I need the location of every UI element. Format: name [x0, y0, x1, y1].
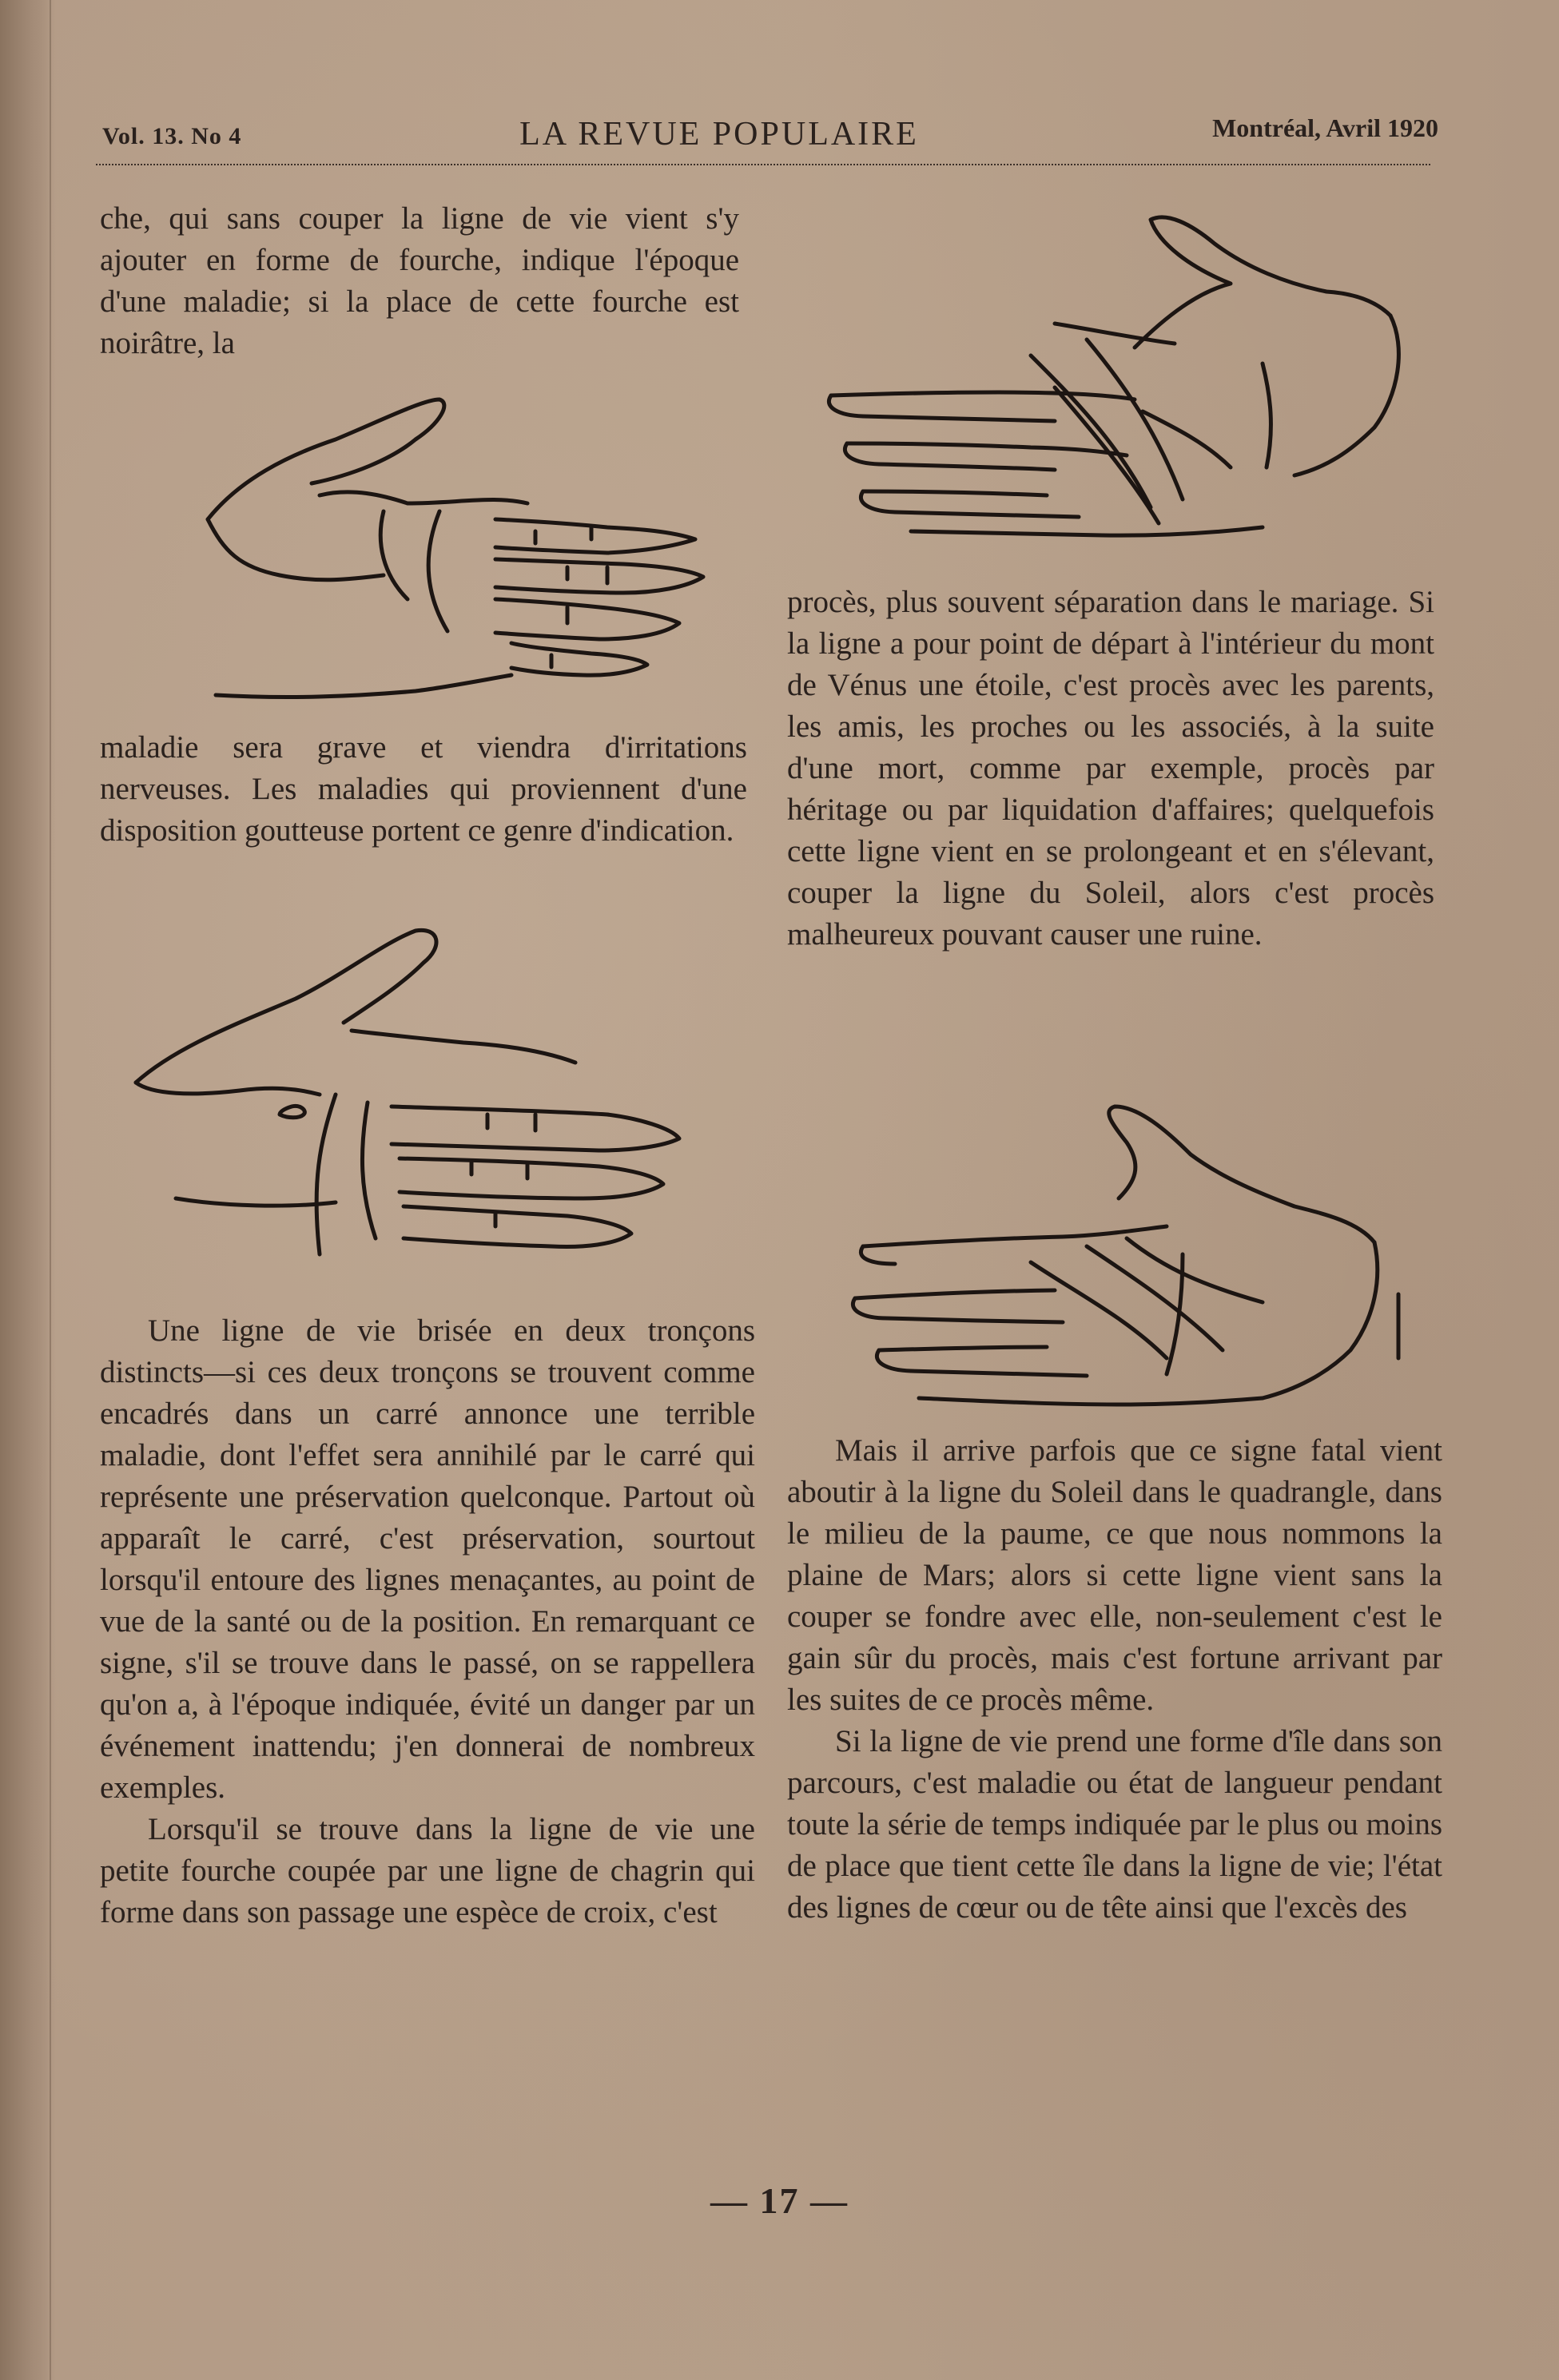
paragraph: maladie sera grave et viendra d'irritations nerveuses. Les maladies qui proviennent d'une disposition goutteuse portent ce genre d'indication.: [100, 730, 747, 848]
paragraph: procès, plus souvent séparation dans le mariage. Si la ligne a pour point de départ à l'intérieur du mont de Vénus une étoile, c'est procès avec les parents, les amis, les proches ou les associés, à la suite d'une mort, comme par exemple, procès par héritage ou par liquidation d'affaires; quelquefois cette ligne vient en se prolongeant et en s'élevant, couper la ligne du Soleil, alors c'est procès malheureux pouvant causer une ruine.: [787, 585, 1434, 952]
header-rule: [96, 164, 1430, 165]
binding-line: [50, 0, 51, 2380]
hand-illustration-icon: [128, 919, 751, 1286]
issue-date: Montréal, Avril 1920: [1212, 113, 1438, 142]
hand-illustration-icon: [847, 1095, 1422, 1414]
page-number: — 17 —: [710, 2180, 849, 2221]
paragraph: che, qui sans couper la ligne de vie vient s'y ajouter en forme de fourche, indique l'époque d'une maladie; si la place de cette fourche est noirâtre, la: [100, 201, 739, 360]
publication-title: LA REVUE POPULAIRE: [519, 116, 919, 153]
text-block-right-1: [787, 582, 1434, 956]
text-block-left-3: [100, 1310, 755, 1933]
page-header: [96, 112, 1438, 160]
text-block-right-2: [787, 1430, 1442, 1929]
text-block-left-1: [100, 198, 739, 364]
hand-illustration-icon: [815, 204, 1454, 555]
paragraph: Si la ligne de vie prend une forme d'île dans son parcours, c'est maladie ou état de langueur pendant toute la série de temps indiquée par le plus ou moins de place que tient cette île dans la ligne de vie; l'état des lignes de cœur ou de tête ainsi que l'excès des: [787, 1724, 1442, 1925]
paragraph: Une ligne de vie brisée en deux tronçons distincts—si ces deux tronçons se trouvent comme encadrés dans un carré annonce une terrible maladie, dont l'effet sera annihilé par le carré qui représente une préservation quelconque. Partout où apparaît le carré, c'est préservation, sourtout lorsqu'il entoure des lignes menaçantes, au point de vue de la santé ou de la position. En remarquant ce signe, s'il se trouve dans le passé, on se rappellera qu'on a, à l'époque indiquée, évité un danger par un événement inattendu; j'en donnerai de nombreux exemples.: [100, 1313, 755, 1805]
paragraph: Mais il arrive parfois que ce signe fatal vient aboutir à la ligne du Soleil dans le quadrangle, dans le milieu de la paume, ce que nous nommons la plaine de Mars; alors si cette ligne vient sans la couper se fondre avec elle, non-seulement c'est le gain sûr du procès, mais c'est fortune arrivant par les suites de ce procès même.: [787, 1433, 1442, 1717]
text-block-left-2: [100, 727, 747, 852]
paragraph: Lorsqu'il se trouve dans la ligne de vie une petite fourche coupée par une ligne de chagrin qui forme dans son passage une espèce de croix, c'est: [100, 1812, 755, 1929]
hand-illustration-icon: [192, 383, 719, 719]
volume-number: Vol. 13. No 4: [102, 123, 242, 149]
page-binding-edge: [0, 0, 56, 2380]
